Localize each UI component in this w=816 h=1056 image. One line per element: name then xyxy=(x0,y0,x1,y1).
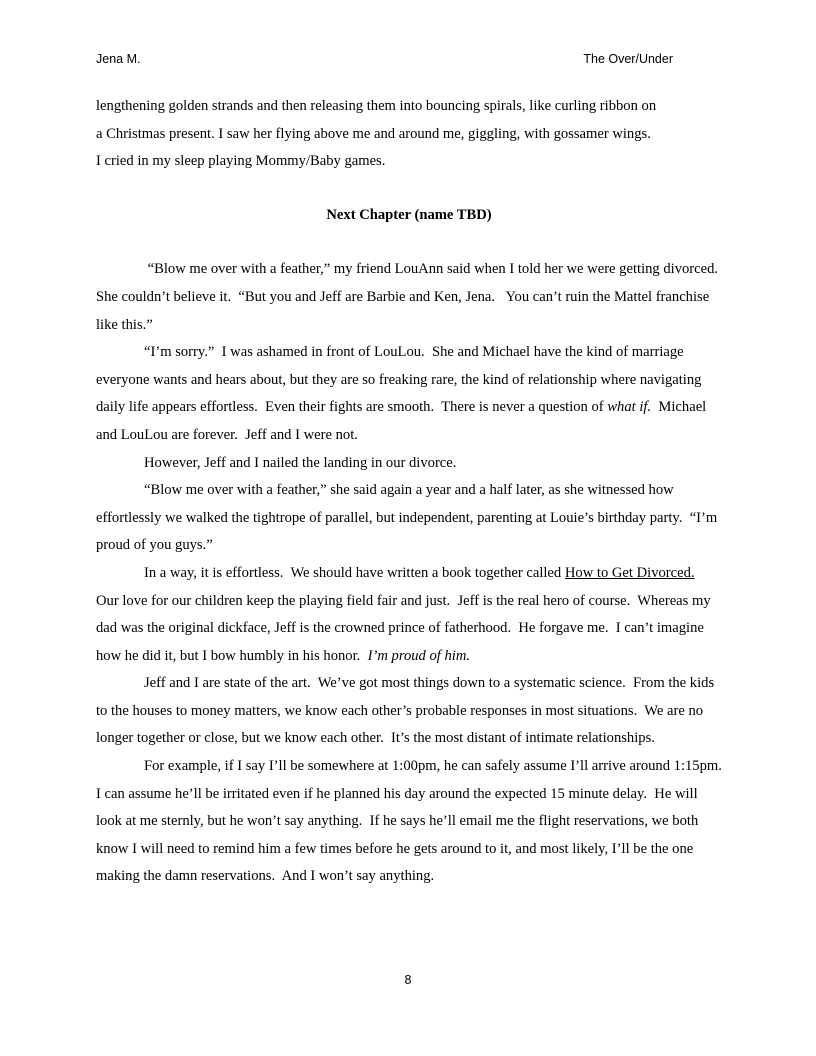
opening-paragraph xyxy=(96,93,722,176)
italic-phrase: I’m proud of him. xyxy=(367,647,471,664)
chapter-heading: Next Chapter (name TBD) xyxy=(326,206,492,223)
paragraph-text: “Blow me over with a feather,” my friend LouAnn said when I told her we were getting divorced. She couldn’t believe it. “But you and Jeff are Barbie and Ken, Jena. You can’t ruin the Mattel franchise like this.” xyxy=(96,261,726,333)
paragraph-4 xyxy=(96,477,722,560)
opening-line: a Christmas present. I saw her flying above me and around me, giggling, with gossamer wings. xyxy=(96,125,651,142)
paragraph-7 xyxy=(96,753,730,891)
paragraph-text: Michael and LouLou are forever. Jeff and I were not. xyxy=(96,399,710,443)
paragraph-text: For example, if I say I’ll be somewhere at 1:00pm, he can safely assume I’ll arrive around 1:15pm. I can assume he’ll be irritated even if he planned his day around the expected 15 minute delay. He will look at me sternly, but he won’t say anything. If he says he’ll email me the flight reservations, we both know I will need to remind him a few times before he gets around to it, and most likely, I’ll be the one making the damn reservations. And I won’t say anything. xyxy=(96,758,730,885)
header-title: The Over/Under xyxy=(583,52,673,66)
paragraph-5 xyxy=(96,560,722,670)
page-number: 8 xyxy=(404,973,412,987)
paragraph-2 xyxy=(96,339,722,449)
paragraph-text: However, Jeff and I nailed the landing in our divorce. xyxy=(144,454,457,471)
paragraph-text: In a way, it is effortless. We should have written a book together called xyxy=(144,564,565,581)
paragraph-1 xyxy=(96,256,726,339)
paragraph-text: “I’m sorry.” I was ashamed in front of LouLou. She and Michael have the kind of marriage everyone wants and hears about, but they are so freaking rare, the kind of relationship where navigating daily life appears effortless. Even their fights are smooth. There is never a question of xyxy=(96,344,706,416)
manuscript-body xyxy=(96,93,730,891)
header-author: Jena M. xyxy=(96,52,141,66)
paragraph-3 xyxy=(96,450,722,478)
paragraph-text: Jeff and I are state of the art. We’ve got most things down to a systematic science. From the kids to the houses to money matters, we know each other’s probable responses in most situations. We are no longer together or close, but we know each other. It’s the most distant of intimate relationships. xyxy=(96,675,718,747)
paragraph-text: “Blow me over with a feather,” she said again a year and a half later, as she witnessed how effortlessly we walked the tightrope of parallel, but independent, parenting at Louie’s birthday party. “I’m proud of you guys.” xyxy=(96,482,721,554)
italic-phrase: what if. xyxy=(607,399,652,416)
page-header xyxy=(96,50,674,68)
paragraph-text: Our love for our children keep the playing field fair and just. Jeff is the real hero of course. Whereas my dad was the original dickface, Jeff is the crowned prince of fatherhood. He forgave me. I can’t imagine how he did it, but I bow humbly in his honor. xyxy=(96,564,715,664)
paragraph-6 xyxy=(96,670,722,753)
opening-line: lengthening golden strands and then releasing them into bouncing spirals, like curling ribbon on xyxy=(96,98,657,114)
opening-line: I cried in my sleep playing Mommy/Baby games. xyxy=(96,153,386,170)
book-title: How to Get Divorced. xyxy=(564,564,695,581)
